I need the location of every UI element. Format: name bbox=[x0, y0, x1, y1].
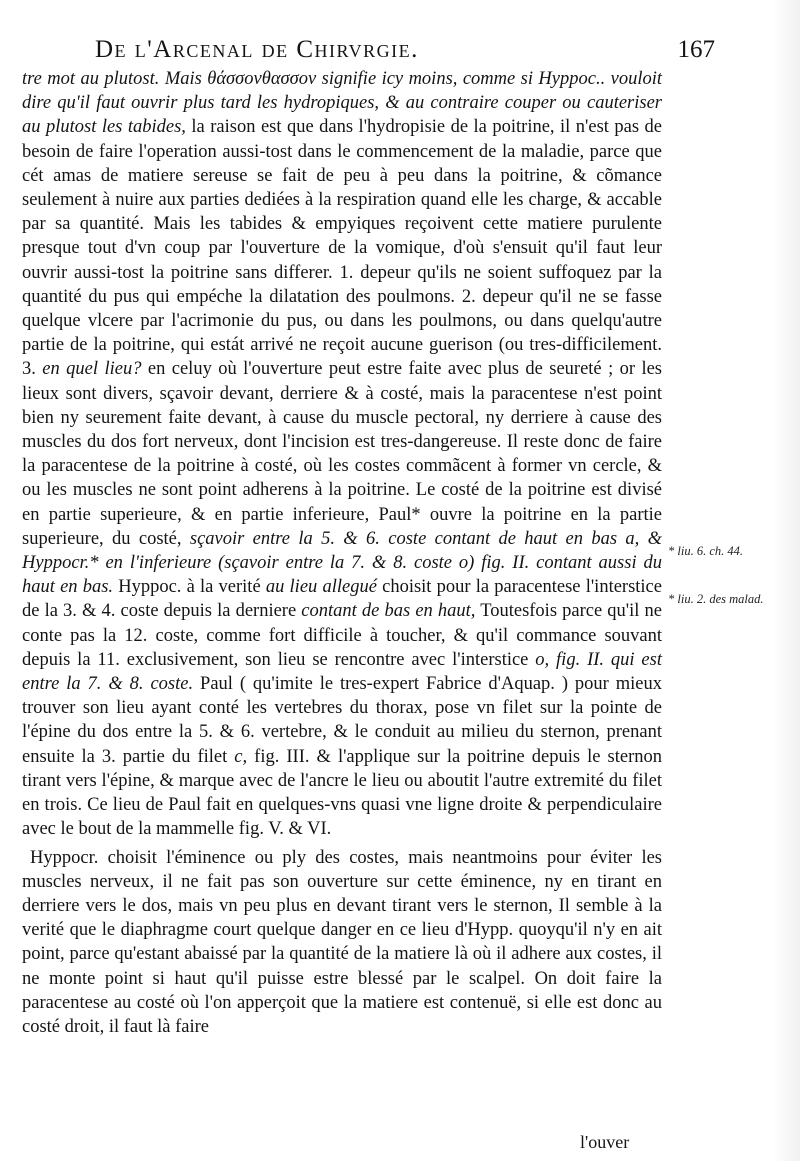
paragraph bbox=[22, 67, 662, 842]
text-span: en celuy où l'ouverture peut estre faite avec plus de seureté ; or les lieux sont divers, sçavoir devant, derriere & à costé, mais la paracentese n'est point bien ny seurement faite devant, à cause du muscle pectoral, ny derriere à cause des muscles du dos fort nerveux, dont l'incision est tres-dangereuse. Il reste donc de faire la paracentese de la poitrine à costé, où les costes commãcent à former vn cercle, & ou les muscles ne sont point adherens à la poitrine. Le costé de la poitrine est divisé en partie superieure, & en partie inferieure, Paul* ouvre la poitrine en la partie superieure, du costé, bbox=[22, 359, 663, 549]
italic-span: au lieu allegué bbox=[260, 577, 377, 598]
running-title: De l'Arcenal de Chirvrgie. bbox=[95, 36, 419, 63]
italic-span: sçavoir entre la 5. & 6. coste contant de haut en bas a, & Hyppocr.* bbox=[22, 528, 662, 574]
margin-note: * liu. 2. des malad. bbox=[668, 592, 764, 606]
italic-span: contant de bas en haut, bbox=[296, 601, 476, 622]
catchword: l'ouver bbox=[580, 1132, 630, 1152]
text-span: Paul ( qu'imite le tres-expert Fabrice d'Aquap. ) pour mieux trouver son lieu ayant conté les vertebres du thorax, pose vn filet sur la pointe de l'épine du dos entre la 5. & 6. vertebre, & le conduit au milieu du sternon, prenant ensuite la 3. partie du filet bbox=[22, 674, 662, 767]
text-span: Hyppoc. à la verité bbox=[113, 577, 261, 598]
text-span: la raison est que dans l'hydropisie de la poitrine, il n'est pas de besoin de faire l'operation aussi-tost dans le commencement de la maladie, parce que cét amas de matiere sereuse se fait de peu à peu dans la poitrine, & cõmance seulement à nuire aux parties dediées à la respiration quand elle les charge, & accable par sa quantité. Mais les tabides & empyiques reçoivent cette matiere purulente presque tout d'vn coup par l'ouverture de la vomique, d'où s'ensuit qu'il faut leur ouvrir aussi-tost la poitrine sans differer. 1. depeur qu'ils ne soient suffoquez par la quantité du pus qui empéche la dilatation des poulmons. 2. depeur qu'il ne se fasse quelque vlcere par l'acrimonie du pus, ou dans les poulmons, ou dans quelqu'autre partie de la poitrine, qui estát arrivé ne reçoit aucune guerison (ou tres-difficilement. 3. bbox=[22, 117, 662, 380]
body-text bbox=[22, 67, 662, 1039]
italic-span: en l'inferieure (sçavoir entre la 7. & 8. coste o) fig. II. contant aussi du haut en bas. bbox=[22, 553, 662, 598]
paragraph: Hyppocr. choisit l'éminence ou ply des costes, mais neantmoins pour éviter les muscles nerveux, il ne fait pas son ouverture sur cette éminence, ny en tirant en derriere vers le dos, mais vn peu plus en devant tirant vers le sternon, Il semble à la verité que le diaphragme court quelque danger en ce lieu d'Hypp. quoyqu'il n'y en ait point, parce qu'estant abaissé par la quantité de la matiere là où il adhere aux costes, il ne monte point si haut qu'il puisse estre blessé par le scalpel. On doit faire la paracentese au costé où l'on apperçoit que la matiere est contenuë, si elle est donc au costé droit, il faut là faire bbox=[22, 847, 662, 1037]
page-edge-shadow bbox=[772, 0, 800, 1161]
italic-span: tre mot au plutost. Mais θάσσονθασσον signifie icy moins, comme si Hyppoc.. vouloit dire qu'il faut ouvrir plus tard les hydropiques, & au contraire couper ou cauteriser au plutost les tabides, bbox=[22, 69, 662, 138]
page-number: 167 bbox=[677, 36, 715, 63]
italic-span: o, fig. II. qui est entre la 7. & 8. coste. bbox=[22, 649, 662, 695]
italic-span: en quel lieu? bbox=[42, 359, 142, 380]
page-header bbox=[95, 36, 715, 64]
text-span: choisit pour la paracentese l'interstice de la 3. & 4. coste depuis la derniere bbox=[22, 577, 662, 622]
margin-note: * liu. 6. ch. 44. bbox=[668, 544, 743, 558]
italic-span: c, bbox=[227, 746, 248, 767]
text-span: fig. III. & l'applique sur la poitrine depuis le sternon tirant vers l'épine, & marque avec de l'ancre le lieu ou aboutit l'autre extremité du filet en trois. Ce lieu de Paul fait en quelques-vns quasi vne ligne droite & perpendiculaire avec le bout de la mammelle fig. V. & VI. bbox=[22, 746, 662, 840]
text-span: Toutesfois parce qu'il ne conte pas la 12. coste, comme fort difficile à toucher, & qu'il commance souvant depuis la 11. exclusivement, son lieu se rencontre avec l'interstice bbox=[22, 601, 662, 670]
